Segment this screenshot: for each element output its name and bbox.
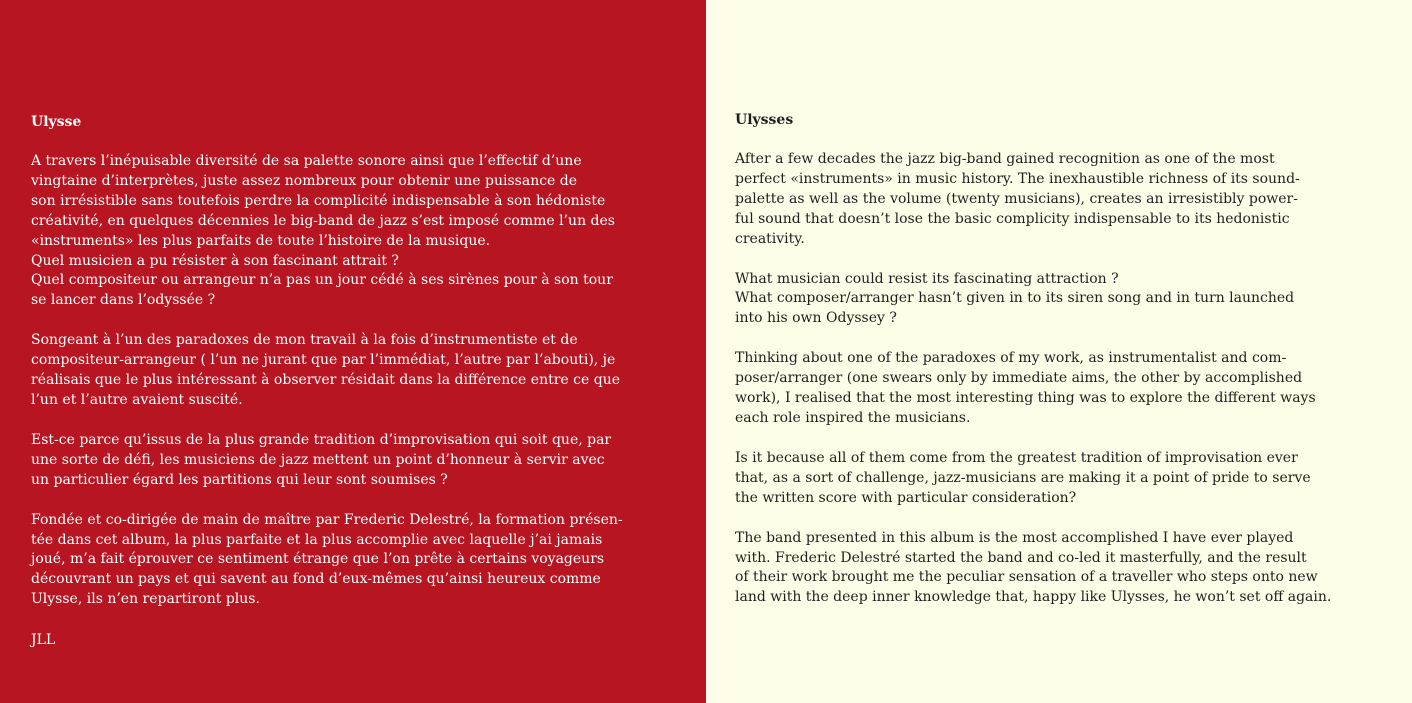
english-paragraph (735, 270, 1392, 330)
french-paragraph (31, 331, 686, 411)
english-text-line: palette as well as the volume (twenty musicians), creates an irresistibly power- (735, 190, 1298, 207)
french-text-line: son irrésistible sans toutefois perdre la complicité indispensable à son hédoniste (31, 192, 606, 209)
french-text-line: Fondée et co-dirigée de main de maître par Frederic Delestré, la formation présen- (31, 511, 623, 528)
english-text-line: of their work brought me the peculiar sensation of a traveller who steps onto new (735, 569, 1318, 586)
english-text-line: What musician could resist its fascinating attraction ? (735, 270, 1119, 287)
french-text-line: Est-ce parce qu’issus de la plus grande tradition d’improvisation qui soit que, par (31, 431, 612, 448)
english-text-line: Is it because all of them come from the greatest tradition of improvisation ever (735, 449, 1298, 466)
english-text-line: work), I realised that the most interesting thing was to explore the different ways (735, 390, 1316, 407)
english-text-line: Thinking about one of the paradoxes of my work, as instrumentalist and com- (735, 350, 1287, 367)
english-text-line: The band presented in this album is the most accomplished I have ever played (735, 529, 1294, 546)
french-text-line: Ulysse, ils n’en repartiront plus. (31, 591, 260, 608)
french-paragraph (31, 431, 686, 491)
english-text-line: into his own Odyssey ? (735, 310, 897, 327)
english-text-line: perfect «instruments» in music history. The inexhaustible richness of its sound- (735, 170, 1300, 187)
french-text-line: réalisais que le plus intéressant à observer résidait dans la différence entre ce que (31, 372, 620, 389)
french-text-line: créativité, en quelques décennies le big-band de jazz s’est imposé comme l’un des (31, 212, 615, 229)
french-text-line: un particulier égard les partitions qui leur sont soumises ? (31, 471, 448, 488)
author-signature: JLL (31, 632, 56, 649)
french-text-line: tée dans cet album, la plus parfaite et la plus accomplie avec laquelle j’ai jamais (31, 531, 603, 548)
french-text-line: «instruments» les plus parfaits de toute l’histoire de la musique. (31, 232, 491, 249)
french-text (31, 152, 686, 610)
english-text-line: each role inspired the musicians. (735, 409, 971, 426)
english-text-line: with. Frederic Delestré started the band and co-led it masterfully, and the result (735, 549, 1307, 566)
english-text-line: ful sound that doesn’t lose the basic complicity indispensable to its hedonistic (735, 210, 1290, 227)
english-text-line: poser/arranger (one swears only by immediate aims, the other by accomplished (735, 370, 1303, 387)
french-text-line: Quel compositeur ou arrangeur n’a pas un jour cédé à ses sirènes pour à son tour (31, 272, 613, 289)
french-text-line: découvrant un pays et qui savent au fond d’eux-mêmes qu’ainsi heureux comme (31, 571, 601, 588)
french-text-line: l’un et l’autre avaient suscité. (31, 391, 243, 408)
french-text-line: compositeur-arrangeur ( l’un ne jurant que par l’immédiat, l’autre par l’abouti), je (31, 352, 616, 369)
english-text (735, 150, 1392, 608)
english-paragraph (735, 349, 1392, 429)
english-text-line: land with the deep inner knowledge that, happy like Ulysses, he won’t set off again. (735, 589, 1332, 606)
french-text-line: une sorte de défi, les musiciens de jazz mettent un point d’honneur à servir avec (31, 451, 605, 468)
english-page (706, 0, 1412, 703)
french-text-line: se lancer dans l’odyssée ? (31, 292, 216, 309)
french-paragraph (31, 152, 686, 311)
english-text-line: that, as a sort of challenge, jazz-musicians are making it a point of pride to serve (735, 469, 1311, 486)
french-text-line: Quel musicien a pu résister à son fascinant attrait ? (31, 252, 399, 269)
french-text-line: joué, m’a fait éprouver ce sentiment étrange que l’on prête à certains voyageurs (31, 551, 605, 568)
french-title: Ulysse (31, 114, 82, 130)
english-title: Ulysses (735, 112, 794, 128)
english-paragraph (735, 529, 1392, 609)
french-text-line: A travers l’inépuisable diversité de sa palette sonore ainsi que l’effectif d’une (31, 153, 582, 169)
english-text-line: What composer/arranger hasn’t given in to its siren song and in turn launched (735, 290, 1295, 307)
french-paragraph (31, 511, 686, 611)
english-text-line: the written score with particular consideration? (735, 489, 1077, 506)
english-paragraph (735, 449, 1392, 509)
english-text-line: creativity. (735, 230, 805, 247)
french-text-line: Songeant à l’un des paradoxes de mon travail à la fois d’instrumentiste et de (31, 332, 578, 349)
english-paragraph (735, 150, 1392, 250)
english-text-line: After a few decades the jazz big-band gained recognition as one of the most (735, 151, 1275, 167)
french-text-line: vingtaine d’interprètes, juste assez nombreux pour obtenir une puissance de (31, 172, 578, 189)
